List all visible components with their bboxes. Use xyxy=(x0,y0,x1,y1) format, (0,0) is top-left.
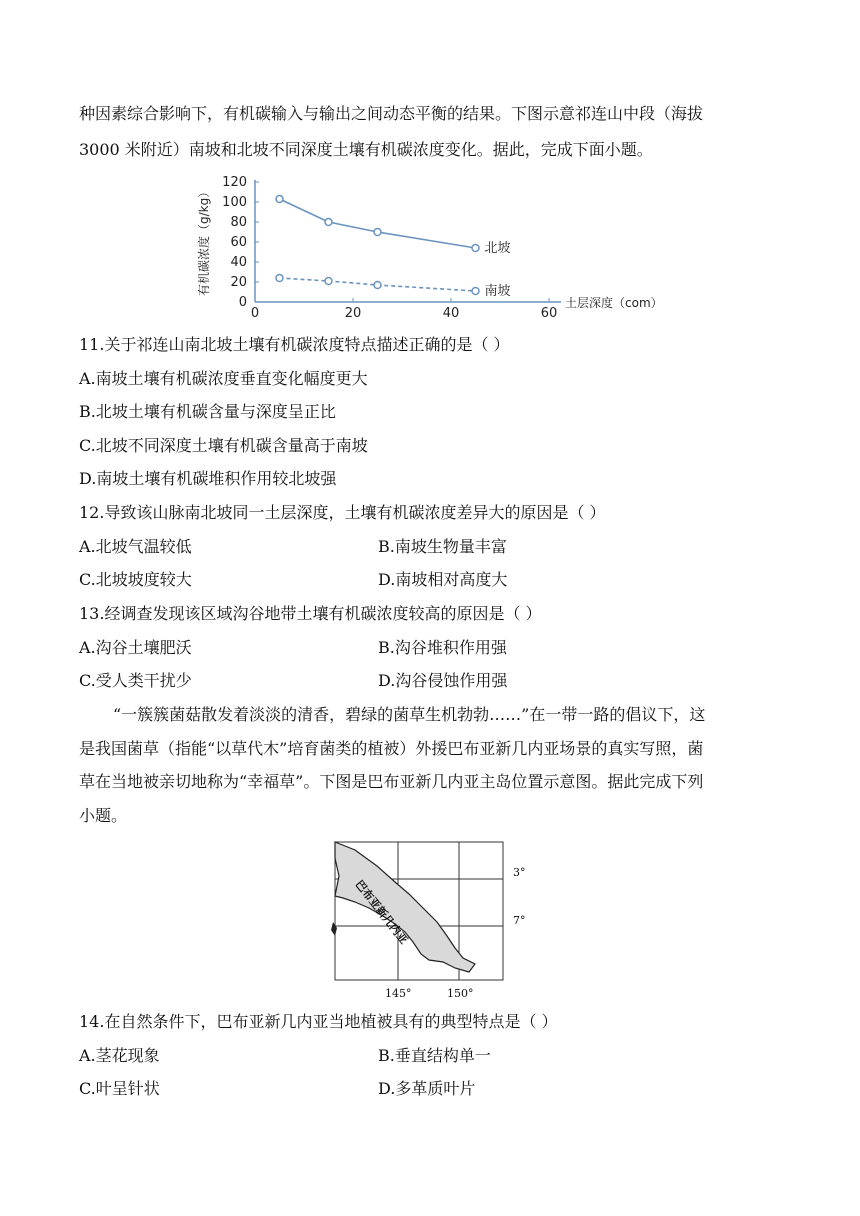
x-axis-title: 土层深度（com） xyxy=(565,296,663,310)
island-label: 巴布亚新几内亚 xyxy=(352,877,411,947)
y-tick-label: 120 xyxy=(222,175,247,190)
data-point xyxy=(325,219,332,226)
q13-option-a: A.沟谷土壤肥沃 xyxy=(79,638,192,657)
q14-option-b: B.垂直结构单一 xyxy=(378,1046,491,1065)
q12-option-c: C.北坡坡度较大 xyxy=(79,570,192,589)
q13-option-d: D.沟谷侵蚀作用强 xyxy=(378,671,508,690)
png-location-map xyxy=(325,836,545,1004)
q13-option-b: B.沟谷堆积作用强 xyxy=(378,638,507,657)
q14-option-a: A.茎花现象 xyxy=(79,1046,160,1065)
q11-option-b: B.北坡土壤有机碳含量与深度呈正比 xyxy=(79,402,336,421)
lat-label-7: 7° xyxy=(513,914,526,927)
q11-option-d: D.南坡土壤有机碳堆积作用较北坡强 xyxy=(79,469,337,488)
passage2-line-2: 是我国菌草（指能“以草代木”培育菌类的植被）外援巴布亚新几内亚场景的真实写照，菌 xyxy=(79,739,704,758)
q11-option-c: C.北坡不同深度土壤有机碳含量高于南坡 xyxy=(79,436,368,455)
q13-stem: 13.经调查发现该区域沟谷地带土壤有机碳浓度较高的原因是（ ） xyxy=(79,604,542,623)
y-tick-label: 40 xyxy=(230,255,247,270)
q12-option-d: D.南坡相对高度大 xyxy=(378,570,508,589)
passage2-line-1: “一簇簇菌菇散发着淡淡的清香，碧绿的菌草生机勃勃……”在一带一路的倡议下，这 xyxy=(113,705,706,724)
passage2-line-4: 小题。 xyxy=(79,806,128,825)
x-tick-label: 60 xyxy=(540,306,558,320)
x-tick-label: 40 xyxy=(442,306,460,320)
data-point xyxy=(276,196,283,203)
y-tick-label: 80 xyxy=(230,215,247,230)
soil-carbon-line-chart xyxy=(190,170,680,320)
q12-option-a: A.北坡气温较低 xyxy=(79,537,192,556)
intro-line-2: 3000 米附近）南坡和北坡不同深度土壤有机碳浓度变化。据此，完成下面小题。 xyxy=(79,140,653,159)
png-island-shape xyxy=(335,842,475,972)
y-tick-label: 100 xyxy=(222,195,247,210)
series-label: 北坡 xyxy=(484,241,511,256)
passage2-line-3: 草在当地被亲切地称为“幸福草”。下图是巴布亚新几内亚主岛位置示意图。据此完成下列 xyxy=(79,772,704,791)
lon-label-145: 145° xyxy=(385,987,412,1000)
y-tick-label: 60 xyxy=(230,235,247,250)
q12-option-b: B.南坡生物量丰富 xyxy=(378,537,507,556)
data-point xyxy=(325,278,332,285)
q13-option-c: C.受人类干扰少 xyxy=(79,671,192,690)
data-point xyxy=(472,288,479,295)
lon-label-150: 150° xyxy=(447,987,474,1000)
series-line-north xyxy=(280,199,476,248)
lat-label-3: 3° xyxy=(513,866,526,879)
data-point xyxy=(472,245,479,252)
data-point xyxy=(276,275,283,282)
y-tick-label: 0 xyxy=(238,295,247,310)
q14-option-d: D.多革质叶片 xyxy=(378,1079,476,1098)
data-point xyxy=(374,229,381,236)
data-point xyxy=(374,282,381,289)
x-tick-label: 20 xyxy=(344,306,362,320)
series-label: 南坡 xyxy=(484,284,511,299)
q11-option-a: A.南坡土壤有机碳浓度垂直变化幅度更大 xyxy=(79,369,368,388)
q12-stem: 12.导致该山脉南北坡同一土层深度，土壤有机碳浓度差异大的原因是（ ） xyxy=(79,503,606,522)
q14-option-c: C.叶呈针状 xyxy=(79,1079,160,1098)
q14-stem: 14.在自然条件下，巴布亚新几内亚当地植被具有的典型特点是（ ） xyxy=(79,1012,558,1031)
map-islet xyxy=(331,922,337,936)
intro-line-1: 种因素综合影响下，有机碳输入与输出之间动态平衡的结果。下图示意祁连山中段（海拔 xyxy=(79,104,704,123)
y-axis-title: 有机碳浓度（g/kg） xyxy=(197,185,211,296)
q11-stem: 11.关于祁连山南北坡土壤有机碳浓度特点描述正确的是（ ） xyxy=(79,335,510,354)
x-tick-label: 0 xyxy=(250,306,260,320)
y-tick-label: 20 xyxy=(230,275,247,290)
